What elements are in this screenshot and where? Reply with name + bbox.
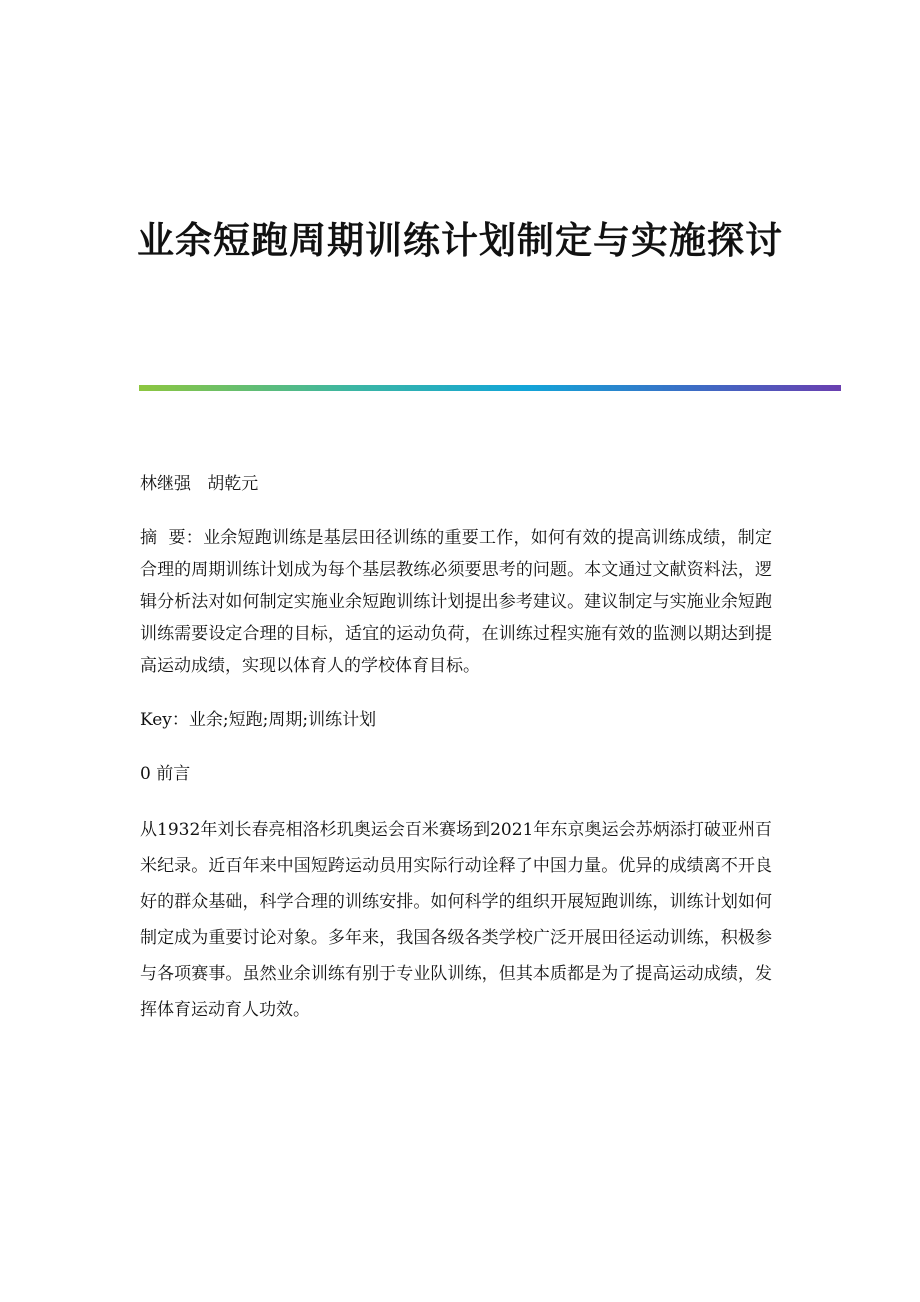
body-paragraph: 从1932年刘长春亮相洛杉玑奥运会百米赛场到2021年东京奥运会苏炳添打破亚州百米纪录。近百年来中国短跨运动员用实际行动诠释了中国力量。优异的成绩离不开良好的群众基础，科学合理的训练安排。如何科学的组织开展短跑训练，训练计划如何制定成为重要讨论对象。多年来，我国各级各类学校广泛开展田径运动训练，积极参与各项赛事。虽然业余训练有别于专业队训练，但其本质都是为了提高运动成绩，发挥体育运动育人功效。 [140,820,772,1020]
title-divider [139,385,841,391]
authors: 林继强 胡乾元 [140,474,259,494]
section-heading: 0 前言 [140,764,191,784]
document-title: 业余短跑周期训练计划制定与实施探讨 [137,218,783,262]
abstract [140,522,772,682]
keywords: Key：业余;短跑;周期;训练计划 [140,710,377,730]
abstract-label: 摘 要： [140,528,204,548]
abstract-text: 业余短跑训练是基层田径训练的重要工作，如何有效的提高训练成绩，制定合理的周期训练计划成为每个基层教练必须要思考的问题。本文通过文献资料法，逻辑分析法对如何制定实施业余短跑训练计划提出参考建议。建议制定与实施业余短跑训练需要设定合理的目标，适宜的运动负荷，在训练过程实施有效的监测以期达到提高运动成绩，实现以体育人的学校体育目标。 [140,528,773,676]
document-body [140,468,772,1028]
